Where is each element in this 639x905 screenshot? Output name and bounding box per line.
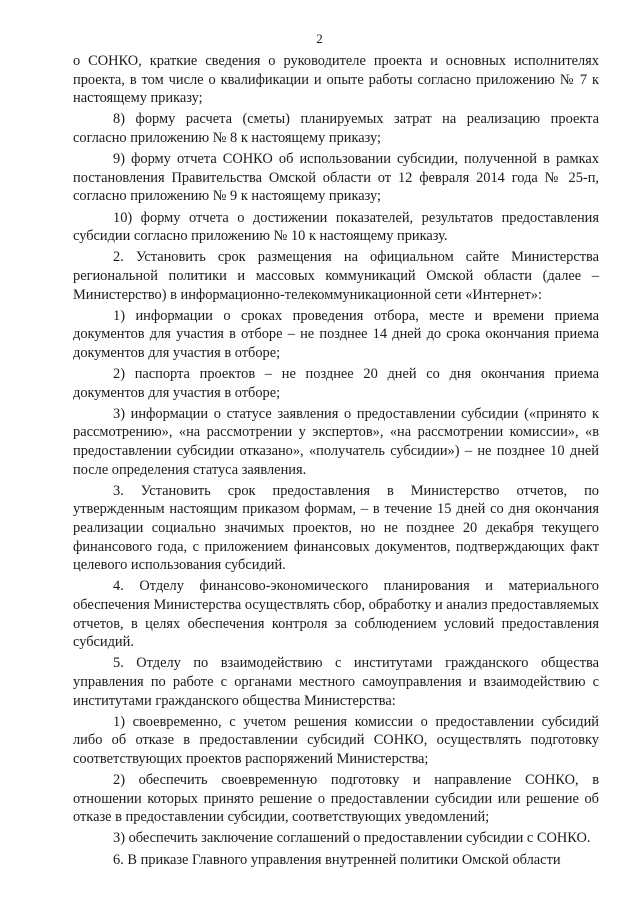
paragraph: 2) паспорта проектов – не позднее 20 дней со дня окончания приема документов для участия в отборе; (73, 366, 599, 401)
paragraph: 4. Отделу финансово-экономического планирования и материального обеспечения Министерства осуществлять сбор, обработку и анализ предоставляемых отчетов, в целях обеспечения контроля за соблюдением условий предоставления субсидий. (73, 578, 599, 651)
paragraph: 2. Установить срок размещения на официальном сайте Министерства региональной политики и массовых коммуникаций Омской области (далее – Министерство) в информационно-телекоммуникационной сети «Интернет»: (73, 249, 599, 303)
paragraph: 3) информации о статусе заявления о предоставлении субсидии («принято к рассмотрению», «на рассмотрении у экспертов», «на рассмотрении комиссии», «в предоставлении субсидии отказано», «получатель субсидии») – не позднее 10 дней после определения статуса заявления. (73, 405, 599, 478)
page-number: 2 (316, 31, 323, 46)
paragraph: 5. Отделу по взаимодействию с институтами гражданского общества управления по работе с органами местного самоуправления и взаимодействию с институтами гражданского общества Министерства: (73, 655, 599, 709)
paragraph: 3) обеспечить заключение соглашений о предоставлении субсидии с СОНКО. (113, 830, 591, 847)
paragraph: 2) обеспечить своевременную подготовку и направление СОНКО, в отношении которых принято решение о предоставлении субсидии или решение об отказе в предоставлении субсидии, соответствующих уведомлений; (73, 772, 599, 826)
paragraph: о СОНКО, краткие сведения о руководителе проекта и основных исполнителях проекта, в том числе о квалификации и опыте работы согласно приложению № 7 к настоящему приказу; (73, 53, 599, 107)
paragraph: 9) форму отчета СОНКО об использовании субсидии, полученной в рамках постановления Правительства Омской области от 12 февраля 2014 года № 25-п, согласно приложению № 9 к настоящему приказу; (73, 151, 599, 205)
paragraph: 10) форму отчета о достижении показателей, результатов предоставления субсидии согласно приложению № 10 к настоящему приказу. (73, 209, 599, 245)
paragraph: 3. Установить срок предоставления в Министерство отчетов, по утвержденным настоящим приказом формам, – в течение 15 дней со дня окончания реализации социально значимых проектов, но не позднее 20 декабря текущего финансового года, с приложением финансовых документов, подтверждающих факт целевого использования субсидий. (73, 482, 599, 574)
paragraph: 8) форму расчета (сметы) планируемых затрат на реализацию проекта согласно приложению № 8 к настоящему приказу; (73, 111, 599, 146)
document-body (73, 52, 599, 872)
paragraph: 1) своевременно, с учетом решения комиссии о предоставлении субсидий либо об отказе в предоставлении субсидий СОНКО, осуществлять подготовку соответствующих проектов распоряжений Министерства; (73, 713, 599, 767)
paragraph: 6. В приказе Главного управления внутренней политики Омской области (113, 851, 561, 868)
paragraph: 1) информации о сроках проведения отбора, месте и времени приема документов для участия в отборе – не позднее 14 дней до срока окончания приема документов для участия в отборе; (73, 307, 599, 361)
